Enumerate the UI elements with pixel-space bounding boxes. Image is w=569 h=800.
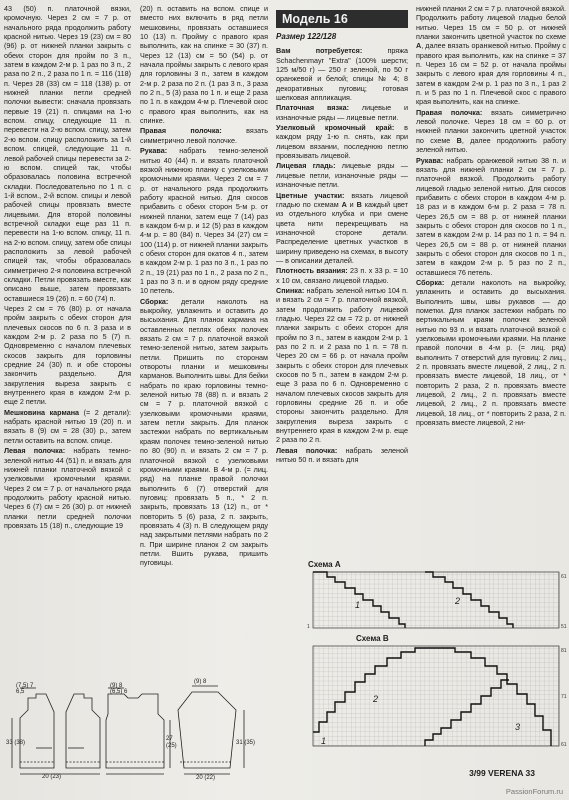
dim-label: 20 (22)	[196, 775, 216, 781]
dim-label: 27	[166, 736, 173, 742]
paragraph: Сборка: детали наколоть на выкройку, увлажнить и оставить до высыхания. Для планок кармана на оставленных петлях обеих полочек вязать 2 см = 7 р. платочной вязкой темно-зеленой нитью, затем закрыть петли. Пришить по сторонам отвороты планки и мешковины карманов. Выполнить швы. Для бейки набрать по краю горловины темно-зеленой нитью 78 (88) п. и вязать 2 см = 7 р. платочной вязкой с узелковыми кромочными краями, затем петли закрыть. Для планок застежки набрать по вертикальным краям полочек темно-зеленой нитью по 80 (90) п. и вязать 2 см = 7 р. платочной вязкой с узелковыми кромочными краями. В 4-м р. (= лиц. ряд) на планке правой полочки выполнить 6 (7) отверстий для пуговиц: провязать 5 п., * 2 п. закрыть, провязать 13 (12) п., от * повторить 5 (6) раза, 2 п. закрыть, провязать 4 (3) п. В следующем ряду над закрытыми петлями набрать по 2 п. При ширине планок 2 см закрыть петли. Вшить рукава, пришить пуговицы.	[140, 296, 268, 568]
sewing-pattern-diagram	[6, 679, 268, 781]
text-column-1	[4, 4, 131, 568]
watermark-site: PassionForum.ru	[505, 787, 563, 796]
row-number: 81	[561, 648, 567, 654]
paragraph: Узелковый кромочный край: в каждом ряду 1-ю п. снять, как при лицевом вязании, последнюю петлю провязывать лицевой.	[276, 123, 408, 161]
dim-label: 6,5	[16, 689, 25, 695]
paragraph: Мешковина кармана (= 2 детали): набрать красной нитью 19 (20) п. и вязать 8 (9) см = 28 (30) р., затем петли оставить на вспом. спице.	[4, 407, 131, 445]
zone-label: 1	[321, 736, 327, 746]
dim-label: 33 (38)	[6, 740, 26, 746]
size-label: Размер 122/128	[276, 32, 337, 41]
dim-label: (6,5) 6	[110, 689, 128, 695]
text-column-3	[276, 4, 408, 560]
paragraph: Цветные участки: вязать лицевой гладью по схемам А и В каждый цвет из отдельного клубка и при смене цвета нити перекрещивать на изнаночной стороне детали. Распределение цветных участков в ширину приведено на схемах, в высоту — в описании деталей.	[276, 190, 408, 265]
row-number: 71	[561, 694, 567, 700]
paragraph: Левая полочка: набрать зеленой нитью 50 п. и вязать для	[276, 445, 408, 465]
dim-label: (9) 8	[194, 679, 207, 685]
paragraph: Рукава: набрать оранжевой нитью 38 п. и вязать для нижней планки 2 см = 7 р. платочной вязкой. Продолжить работу лицевой гладью зеленой нитью. Для скосов прибавить с обеих сторон в каждом 4-м р. 18 раз и в каждом 6-м р. 2 раза = 78 п. Через 26,5 см = 88 р. от нижней планки закрыть с обеих сторон для скосов по 1 п., затем в каждом 2-м р. 14 раз по 1 п. = 94 п. Через 26,5 см = 88 р. от нижней планки закрыть с обеих сторон для скосов по 1 п., затем в каждом 2-м р. 5 раз по 2 п., оставшиеся 76 петель.	[416, 155, 566, 277]
paragraph: Спинка: набрать зеленой нитью 104 п. и вязать 2 см = 7 р. платочной вязкой, затем продолжить работу лицевой гладью. Через 22 см = 72 р. от нижней планки закрыть с обеих сторон для пройм по 3 п., затем в каждом 2-м р. 1 раз по 2 п. и 2 раза по 1 п. = 78 п. Через 20 см = 66 р. от начала пройм закрыть с обеих сторон для плечевых скосов по 5 п., затем в каждом 2-м р. еще 3 раза по 6 п. Одновременно с началом плечевых скосов закрыть для горловины средние 26 п. и обе стороны закончить раздельно. Для закругления выреза закрыть с внутреннего края в каждом 2-м р. еще 2 раза по 2 п.	[276, 285, 408, 445]
paragraph: Правая полочка: вязать симметрично левой полочке. Через 18 см = 60 р. от нижней планки закончить цветной участок по схеме В, далее продолжить работу зеленой нитью.	[416, 107, 567, 155]
paragraph: Вам потребуется: пряжа Schachenmayr "Extra" (100% шерсти; 125 м/50 г) — 250 г зеленой, по 50 г оранжевой и белой; спицы № 4; 8 декоративных пуговиц; готовая шелковая аппликация.	[276, 46, 408, 103]
paragraph: Правая полочка: вязать симметрично левой полочке.	[140, 126, 268, 145]
model-title: Модель 16	[276, 10, 408, 28]
sleeve-outline	[178, 692, 236, 768]
zone-label: 1	[355, 600, 361, 610]
stitch-number: 1	[307, 624, 310, 630]
front-piece-outline	[66, 694, 100, 768]
row-number: 61	[561, 574, 567, 580]
zone-label: 2	[373, 694, 379, 704]
dim-label: (25)	[166, 743, 177, 749]
back-piece-outline	[106, 694, 164, 768]
dim-label: (7,5) 7	[16, 683, 34, 689]
paragraph: Сборка: детали наколоть на выкройку, увлажнить и оставить до высыхания. Выполнить швы, швы рукавов — до пометки. Для планок застежки набрать по вертикальным краям полочек зеленой нитью по 93 п. и вязать платочной вязкой с узелковыми кромочными краями. На планке правой полочки в 4-м р. (= лиц. ряд) выполнить 7 отверстий для пуговиц: 2 лиц., 2 п. провязать вместе лицевой, 2 лиц., 2 п. провязать вместе лицевой, 18 лиц., от * повторить 2 раза, 2 п. провязать вместе лицевой, 2 лиц., 2 п. провязать вместе лицевой, 2 лиц., 2 п. провязать вместе лицевой, 18 лиц., от * повторить 2 раза, 2 п. провязать вместе лицевой, 2 ни-	[416, 277, 566, 428]
paragraph: Платочная вязка: лицевые и изнаночные ряды — лицевые петли.	[276, 103, 409, 122]
dim-label: 31 (35)	[236, 740, 256, 746]
schema-a-chart	[305, 570, 567, 634]
paragraph: нижней планки 2 см = 7 р. платочной вязкой. Продолжить работу лицевой гладью белой нитью. Через 15 см = 50 р. от нижней планки закончить цветной участок по схеме А, далее вязать оранжевой нитью. Пройму с правого края выполнить, как на спинке = 37 п. Через 16 см = 52 р. от начала проймы закрыть с левого края для горловины 4 п., затем в каждом 2-м р. 1 раз по 3 п., 1 раз 2 п. и 5 раз по 1 п. Плечевой скос с правого края выполнить, как на спинке.	[416, 4, 566, 107]
front-piece-outline	[20, 694, 54, 768]
paragraph: Рукава: набрать темно-зеленой нитью 40 (44) п. и вязать платочной вязкой нижнюю планку с узелковыми кромочными краями. Через 2 см = 7 р. от начального ряда продолжить работу красной нитью. Для скосов прибавить с обеих сторон 5-м р. от нижней планки, затем еще 7 (14) раз в каждом 6-м р. и 12 (5) раз в каждом 4-м р. = 80 (84) п. Через 34 (27) см = 100 (114) р. от нижней планки закрыть с обеих сторон для окатов 4 п., затем в каждом 2-м р. 1 раз по 3 п., 1 раз по 2 п., 19 (21) раз по 1 п., 2 раза по 2 п., 1 раз по 3 п. и в одном ряду средние 10 петель.	[140, 146, 268, 296]
paragraph: Плотность вязания: 23 п. х 33 р. = 10 х 10 см, связано лицевой гладью.	[276, 266, 409, 285]
text-column-2	[140, 4, 268, 690]
schema-a-title: Схема А	[308, 560, 341, 569]
row-number: 51	[561, 624, 567, 630]
page-footer: 3/99 VERENA 33	[469, 768, 535, 778]
schema-b-chart	[305, 644, 567, 752]
paragraph: Лицевая гладь: лицевые ряды — лицевые петли, изнаночные ряды — изнаночные петли.	[276, 161, 408, 190]
zone-label: 3	[515, 722, 521, 732]
zone-label: 2	[455, 596, 461, 606]
paragraph: Через 2 см = 76 (80) р. от начала пройм закрыть с обеих сторон для плечевых скосов по 6 п. 3 раза и в каждом 2-м р. 2 раза по 5 (7) п. Одновременно с началом плечевых скосов закрыть для горловины средние 24 (30) п. и обе стороны закончить раздельно. Для закругления выреза закрыть с внутреннего края в каждом 2-м р. еще 2 петли.	[4, 304, 131, 407]
dim-label: 20 (23)	[42, 774, 62, 780]
paragraph: Левая полочка: набрать темно-зеленой нитью 44 (51) п. и вязать для нижней планки платочной вязкой с узелковыми кромочными краями. Через 2 см = 7 р. от начального ряда продолжить работу красной нитью. Через 6 (7) см = 26 (30) р. от нижней планки петли средней полочки провязать 15 (18) п., следующие 19	[4, 446, 131, 530]
schema-b-title: Схема В	[356, 634, 389, 643]
paragraph: (20) п. оставить на вспом. спице и вместо них включить в ряд петли мешковины, провязать оставшиеся 10 (13) п. Пройму с правого края выполнить, как на спинке = 30 (37) п. Через 12 (13) см = 50 (54) р. от начала проймы закрыть с левого края для горловины 3 п., затем в каждом 2-м р. 2 раза по 2 п. (1 раз 3 п., 3 раза по 2 п., 5 (3) раза по 1 п. и еще 2 раза по 1 п. в каждом 4-м р. Плечевой скос с правого края выполнить, как на спинке.	[140, 4, 268, 126]
row-number: 61	[561, 742, 567, 748]
dim-label: (9) 8	[110, 683, 123, 689]
text-column-4	[416, 4, 566, 558]
paragraph: 43 (50) п. платочной вязки, кромочную. Через 2 см = 7 р. от начального ряда продолжить работу красной нитью. Через 19 (23) см = 80 (96) р. от нижней планки закрыть с обеих сторон для пройм по 3 п., затем в каждом 2-м р. 1 раз по 3 п., 2 раза по 2 п., 2 раза по 1 п. = 116 (118) п. Через 28 (33) см = 118 (138) р. от нижней планки петли средней полочки вывести: сначала провязать первые 19 (21) п. спицами на 1-ю вспом. спицу, следующие 11 п. перевести на 2-ю вспом. спицу, затем 2-ю вспом. спицу расположить за 1-й вспом. спицей, следующие 11 п. левой рабочей спицы перевести за 2-ю вспом. спицей так, чтобы образовалась половина встречной складки. Последовательно по 1 п. с 1-й вспом., 2-й вспом. спицы и левой рабочей спицы провязать вместе лицевыми. Для второй половины встречной складки еще раз 11 п. перевести на 1-ю вспом. спицу, 11 п. на 2-ю вспом. спицу, затем обе спицы расположить за левой рабочей спицей так, чтобы образовалась симметрично 2-я половина встречной складки. Петли провязать вместе, как описано выше, затем провязать оставшиеся 19 (26) п. = 60 (74) п.	[4, 4, 131, 303]
